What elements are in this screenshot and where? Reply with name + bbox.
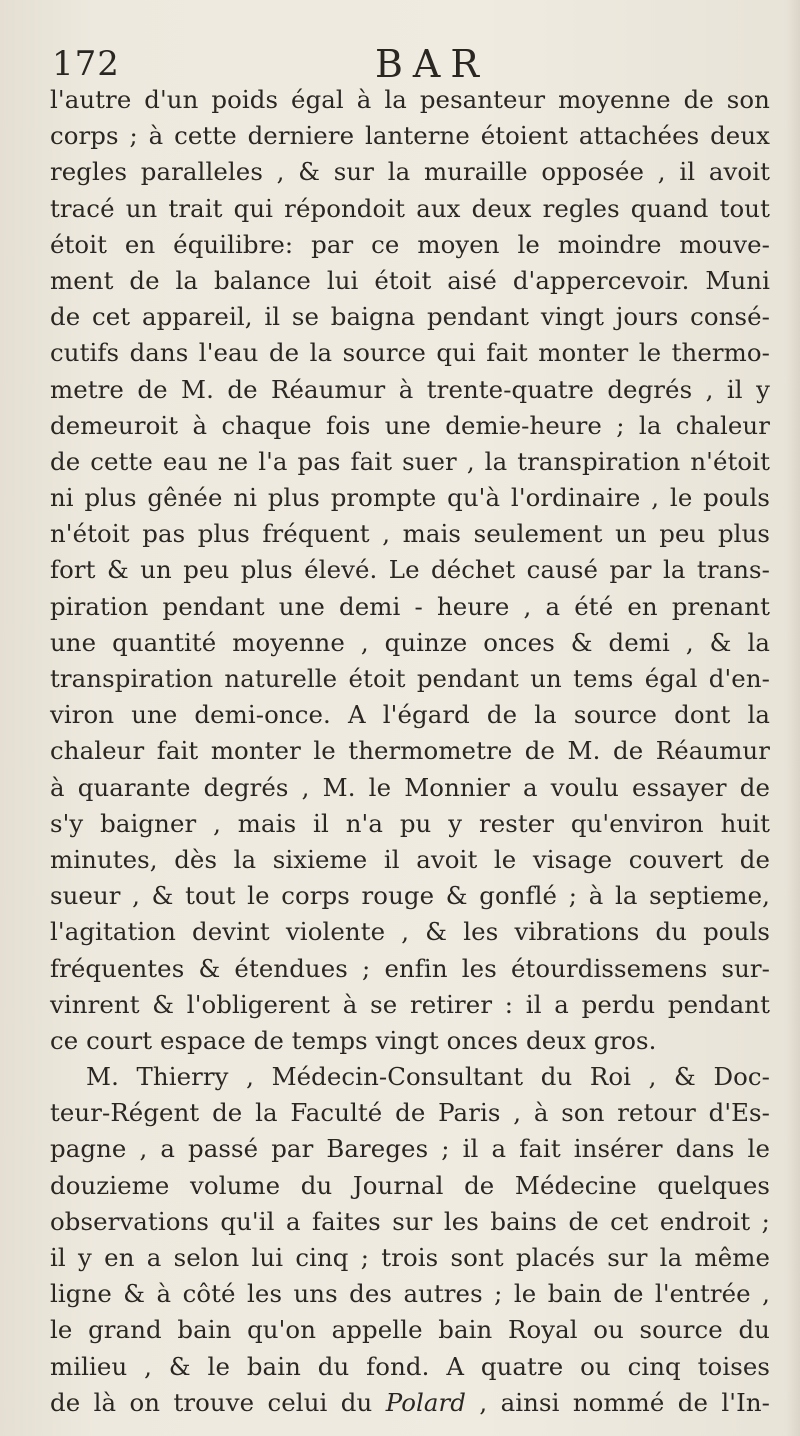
text-line: M. Thierry , Médecin-Consultant du Roi , & Doc- <box>86 1062 770 1092</box>
page-number: 172 <box>52 44 120 84</box>
text-line: transpiration naturelle étoit pendant un tems égal d'en- <box>50 664 770 693</box>
text-line: fort & un peu plus élevé. Le déchet causé par la trans- <box>50 555 770 585</box>
text-line: douzieme volume du Journal de Médecine quelques <box>50 1170 770 1200</box>
text-line: ligne & à côté les uns des autres ; le bain de l'entrée , <box>50 1279 770 1309</box>
text-line: sueur , & tout le corps rouge & gonflé ; à la septieme, <box>50 881 770 911</box>
text-line: piration pendant une demi - heure , a été en prenant <box>50 591 770 621</box>
text-segment: de là on trouve celui du <box>50 1387 373 1417</box>
text-line: ment de la balance lui étoit aisé d'appercevoir. Muni <box>50 265 770 295</box>
text-line: s'y baigner , mais il n'a pu y rester qu'environ huit <box>50 808 770 838</box>
text-line: ce court espace de temps vingt onces deux gros. <box>50 1025 657 1055</box>
text-line: metre de M. de Réaumur à trente-quatre degrés , il y <box>50 374 770 404</box>
text-line: demeuroit à chaque fois une demie-heure ; la chaleur <box>50 410 770 440</box>
text-line: de cette eau ne l'a pas fait suer , la transpiration n'étoit <box>50 446 770 476</box>
text-line: il y en a selon lui cinq ; trois sont placés sur la même <box>50 1243 770 1272</box>
text-line: l'autre d'un poids égal à la pesanteur moyenne de son <box>50 85 770 114</box>
text-line: minutes, dès la sixieme il avoit le visage couvert de <box>50 844 770 874</box>
text-line: l'agitation devint violente , & les vibrations du pouls <box>50 917 770 947</box>
text-line: teur-Régent de la Faculté de Paris , à son retour d'Es- <box>50 1098 770 1128</box>
italic-name: Polard <box>385 1387 467 1417</box>
text-line: n'étoit pas plus fréquent , mais seulement un peu plus <box>50 519 770 549</box>
text-line: chaleur fait monter le thermometre de M. de Réaumur <box>50 736 770 766</box>
text-line: viron une demi-once. A l'égard de la source dont la <box>50 700 770 730</box>
text-line: corps ; à cette derniere lanterne étoient attachées deux <box>50 121 770 151</box>
text-line: le grand bain qu'on appelle bain Royal ou source du <box>50 1315 770 1345</box>
text-line: milieu , & le bain du fond. A quatre ou cinq toises <box>50 1351 770 1381</box>
text-line: fréquentes & étendues ; enfin les étourdissemens sur- <box>50 953 770 983</box>
text-line: étoit en équilibre: par ce moyen le moindre mouve- <box>50 229 770 259</box>
text-line: tracé un trait qui répondoit aux deux regles quand tout <box>50 193 770 223</box>
text-line: vinrent & l'obligerent à se retirer : il a perdu pendant <box>50 989 770 1019</box>
text-segment: , ainsi nommé de l'In- <box>479 1387 770 1417</box>
text-line: pagne , a passé par Bareges ; il a fait insérer dans le <box>50 1134 770 1164</box>
text-line: à quarante degrés , M. le Monnier a voulu essayer de <box>50 772 770 802</box>
text-line: cutifs dans l'eau de la source qui fait monter le thermo- <box>50 338 770 368</box>
page-edge-shadow <box>786 0 800 1436</box>
text-line: observations qu'il a faites sur les bains de cet endroit ; <box>50 1206 770 1236</box>
text-line: de cet appareil, il se baigna pendant vingt jours consé- <box>50 302 770 332</box>
running-head: BAR <box>375 42 489 86</box>
text-line: ni plus gênée ni plus prompte qu'à l'ordinaire , le pouls <box>50 483 770 513</box>
text-line: une quantité moyenne , quinze onces & demi , & la <box>50 627 770 657</box>
text-line-mixed <box>50 1385 770 1421</box>
text-line: regles paralleles , & sur la muraille opposée , il avoit <box>50 157 770 187</box>
page-header <box>52 42 772 86</box>
body-text <box>50 82 770 1421</box>
